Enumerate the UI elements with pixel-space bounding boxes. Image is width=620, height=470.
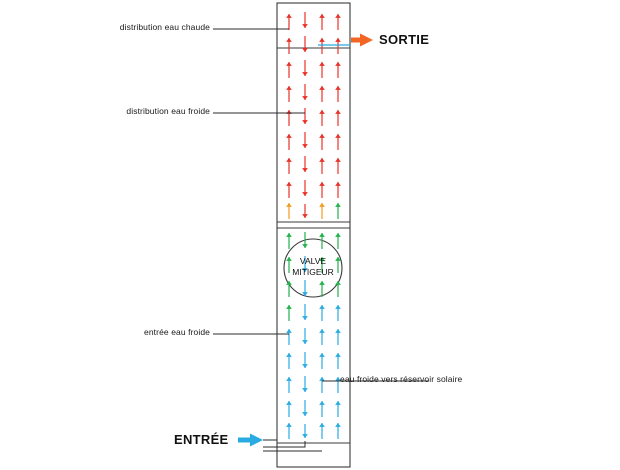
tank-outline [277,3,350,467]
cold-water-to-solar-tank-label: eau froide vers réservoir solaire [340,374,463,384]
cold-water-distribution-label: distribution eau froide [126,106,210,116]
leader-lines [213,29,429,381]
inlet-arrow [238,434,322,452]
valve-label-line1: VALVE [299,256,327,266]
inlet-label: ENTRÉE [174,432,229,447]
hot-water-distribution-label: distribution eau chaude [119,22,210,32]
outlet-label: SORTIE [379,32,430,47]
valve-label-line2: MITIGEUR [292,267,334,277]
cold-water-inlet-label: entrée eau froide [144,327,210,337]
outlet-arrow [318,34,373,47]
